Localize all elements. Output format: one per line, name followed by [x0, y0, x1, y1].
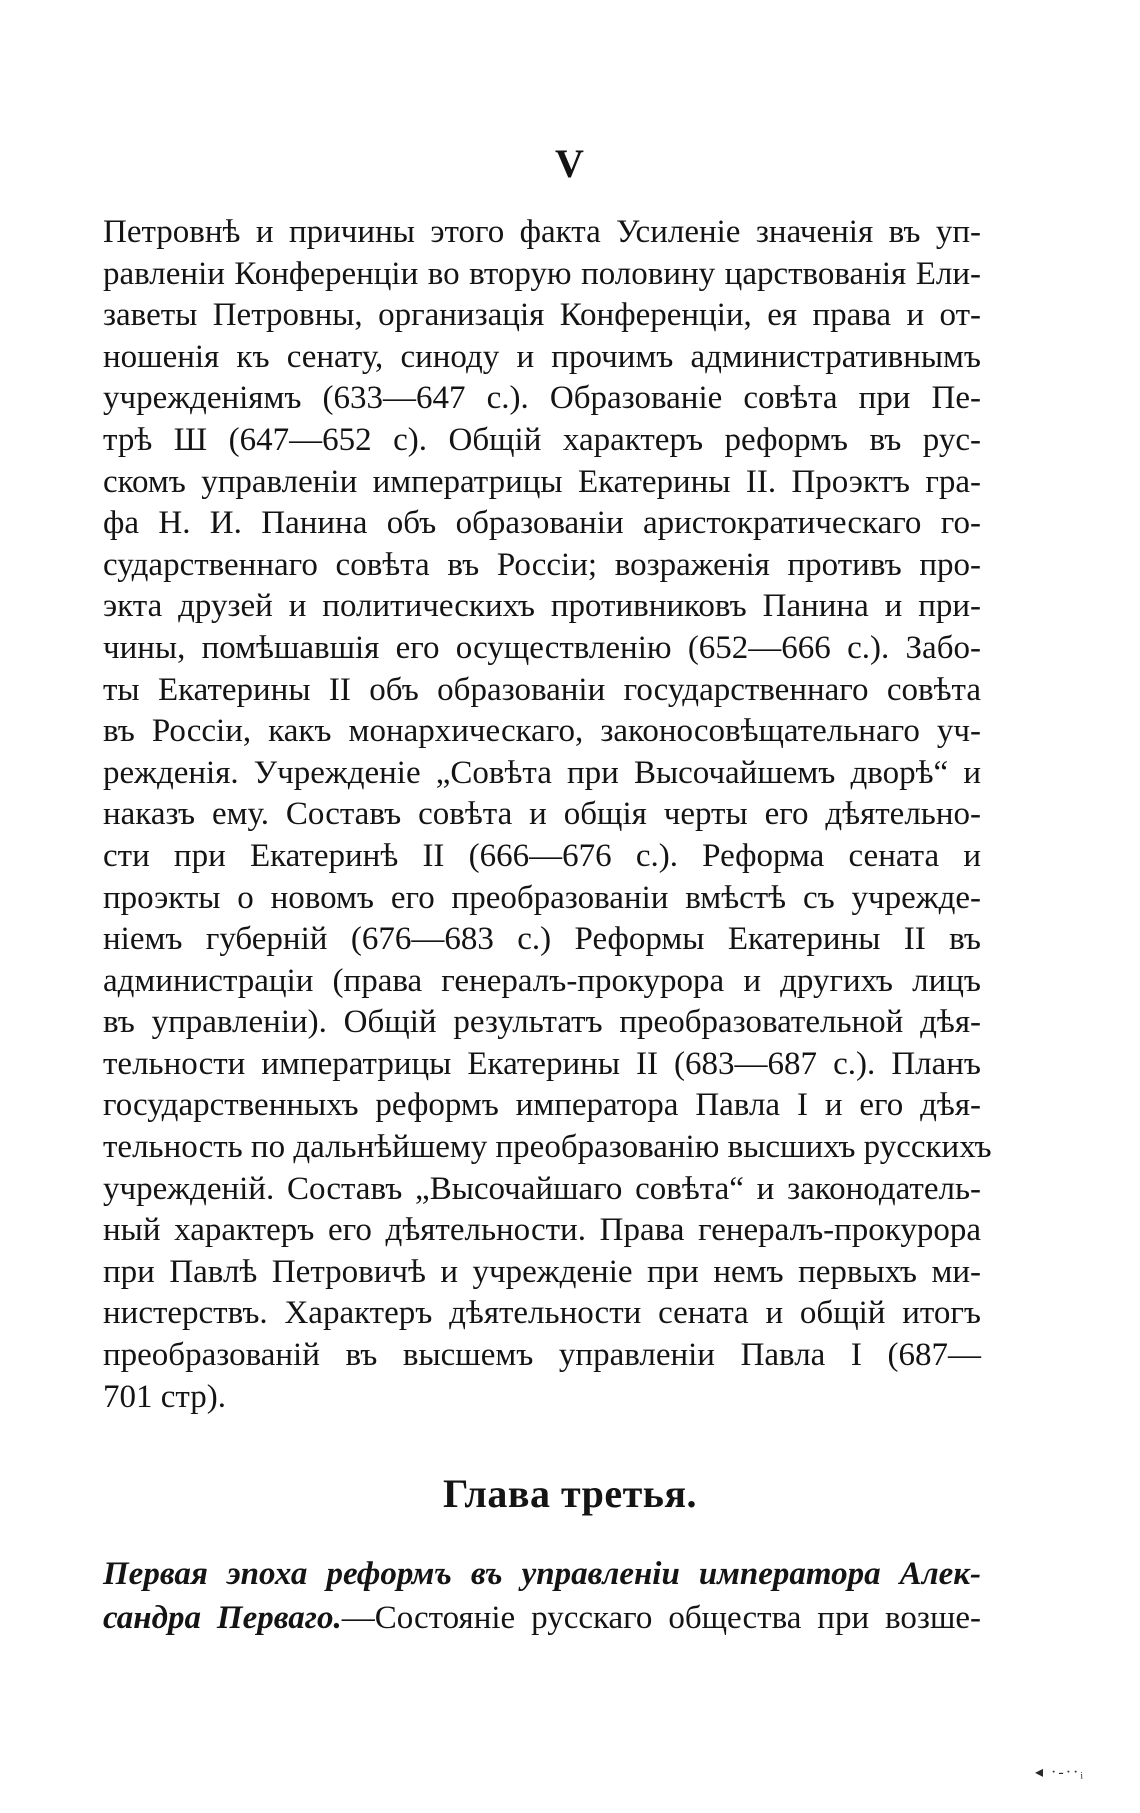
text-line: экта друзей и политическихъ противниковъ Панина и при-	[103, 588, 981, 625]
chapter-intro-line-1	[103, 1552, 981, 1596]
text-line: наказъ ему. Составъ совѣта и общія черты его дѣятельно-	[103, 796, 981, 833]
printer-mark: ◂ ·-··ᵢ	[1035, 1764, 1085, 1781]
table-of-contents-text	[103, 212, 992, 1418]
text-line: тельности императрицы Екатерины II (683—687 с.). Планъ	[103, 1045, 981, 1082]
text-line: чины, помѣшавшія его осуществленію (652—666 с.). Забо-	[103, 629, 981, 666]
text-line: сударственнаго совѣта въ Россіи; возраженія противъ про-	[103, 546, 981, 583]
text-line: учрежденій. Составъ „Высочайшаго совѣта“ и законодатель-	[103, 1170, 981, 1207]
chapter-intro-italic-heading: Первая эпоха реформъ въ управленіи императора Алек-	[103, 1556, 981, 1592]
text-line: нистерствъ. Характеръ дѣятельности сената и общій итогъ	[103, 1295, 981, 1332]
text-line: ный характеръ его дѣятельности. Права генералъ-прокурора	[103, 1212, 981, 1249]
text-line: скомъ управленіи императрицы Екатерины II. Проэктъ гра-	[103, 463, 981, 500]
text-line: государственныхъ реформъ императора Павла I и его дѣя-	[103, 1087, 981, 1124]
chapter-intro-line-2	[103, 1596, 981, 1640]
text-line: въ управленіи). Общій результатъ преобразовательной дѣя-	[103, 1004, 981, 1041]
text-line: въ Россіи, какъ монархическаго, законосовѣщательнаго уч-	[103, 713, 981, 750]
text-line: режденія. Учрежденіе „Совѣта при Высочайшемъ дворѣ“ и	[103, 754, 981, 791]
text-line: при Павлѣ Петровичѣ и учрежденіе при немъ первыхъ ми-	[103, 1253, 981, 1290]
text-line: заветы Петровны, организація Конференціи, ея права и от-	[103, 297, 981, 334]
page-number: V	[555, 141, 585, 186]
text-line: трѣ Ш (647—652 с). Общій характеръ реформъ въ рус-	[103, 421, 981, 458]
text-line: преобразованій въ высшемъ управленіи Павла I (687—	[103, 1337, 981, 1374]
text-line: 701 стр).	[103, 1378, 226, 1415]
chapter-intro-text: —Состояніе русскаго общества при возше-	[341, 1600, 981, 1636]
text-line: фа Н. И. Панина объ образованіи аристократическаго го-	[103, 505, 981, 542]
text-line: учрежденіямъ (633—647 с.). Образованіе совѣта при Пе-	[103, 380, 981, 417]
text-line: проэкты о новомъ его преобразованіи вмѣстѣ съ учрежде-	[103, 879, 981, 916]
text-line: администраціи (права генералъ-прокурора и другихъ лицъ	[103, 962, 981, 999]
text-line: тельность по дальнѣйшему преобразованію высшихъ русскихъ	[103, 1129, 992, 1166]
text-line: сти при Екатеринѣ II (666—676 с.). Реформа сената и	[103, 837, 981, 874]
text-line: Петровнѣ и причины этого факта Усиленіе значенія въ уп-	[103, 214, 981, 250]
text-line: ніемъ губерній (676—683 с.) Реформы Екатерины II въ	[103, 921, 981, 958]
text-line: равленіи Конференціи во вторую половину царствованія Ели-	[103, 255, 981, 292]
chapter-intro-italic-heading-end: сандра Перваго.	[103, 1600, 342, 1636]
text-line: ношенія къ сенату, синоду и прочимъ административнымъ	[103, 338, 981, 375]
text-line: ты Екатерины II объ образованіи государственнаго совѣта	[103, 671, 981, 708]
chapter-title: Глава третья.	[442, 1471, 698, 1516]
chapter-intro	[103, 1552, 981, 1640]
